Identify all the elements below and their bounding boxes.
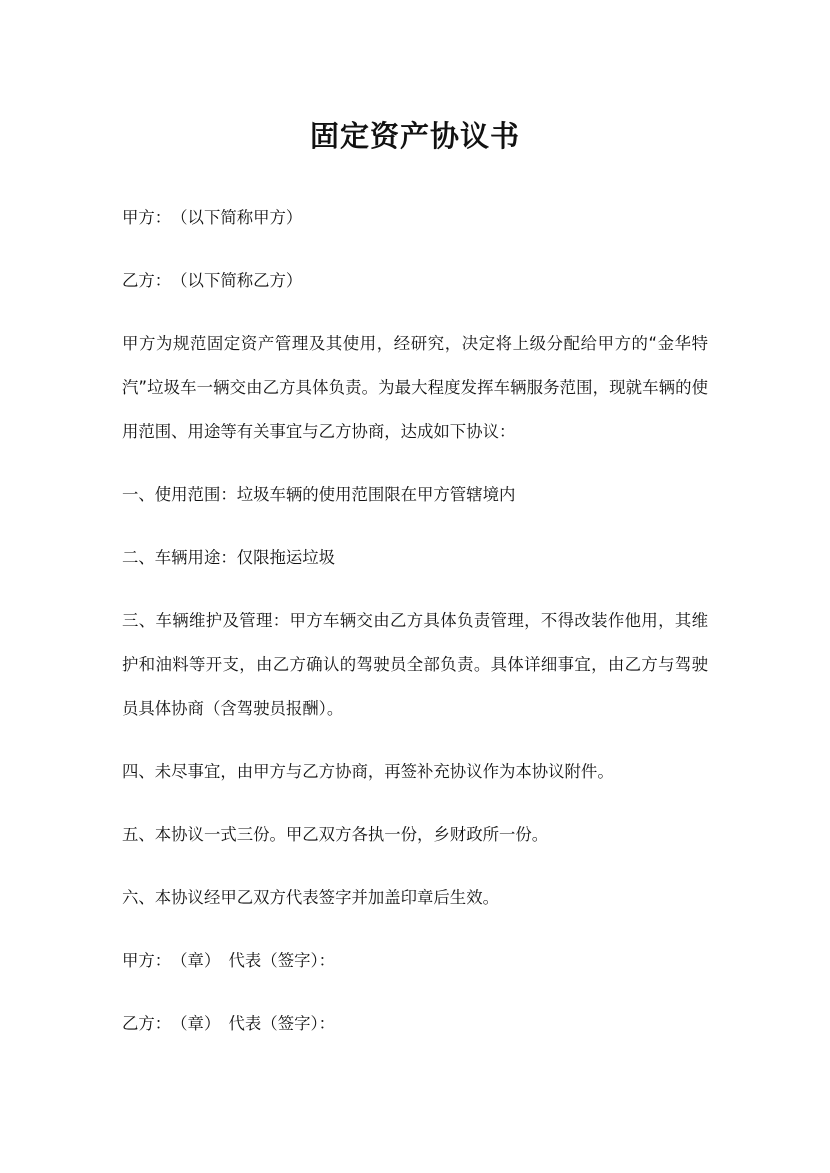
clause-2: 二、车辆用途：仅限拖运垃圾 (122, 548, 336, 567)
party-a-signature-line: 甲方： （章） 代表（签字）： (122, 951, 336, 970)
clause-1: 一、使用范围：垃圾车辆的使用范围限在甲方管辖境内 (122, 485, 516, 504)
clause-6: 六、本协议经甲乙双方代表签字并加盖印章后生效。 (122, 888, 499, 907)
party-a-line: 甲方： （以下简称甲方） (122, 208, 303, 227)
clause-4: 四、未尽事宜，由甲方与乙方协商，再签补充协议作为本协议附件。 (122, 762, 614, 781)
document-body (122, 196, 708, 1065)
party-b-signature-line: 乙方： （章） 代表（签字）： (122, 1014, 336, 1033)
document-title: 固定资产协议书 (309, 119, 520, 153)
clause-3: 三、车辆维护及管理：甲方车辆交由乙方具体负责管理，不得改装作他用，其维护和油料等开支，由乙方确认的驾驶员全部负责。具体详细事宜，由乙方与驾驶员具体协商（含驾驶员报酬）。 (122, 611, 708, 718)
preamble-paragraph: 甲方为规范固定资产管理及其使用，经研究，决定将上级分配给甲方的“金华特汽”垃圾车一辆交由乙方具体负责。为最大程度发挥车辆服务范围，现就车辆的使用范围、用途等有关事宜与乙方协商，达成如下协议： (122, 334, 708, 441)
party-b-line: 乙方： （以下简称乙方） (122, 271, 303, 290)
clause-5: 五、本协议一式三份。甲乙双方各执一份，乡财政所一份。 (122, 825, 549, 844)
